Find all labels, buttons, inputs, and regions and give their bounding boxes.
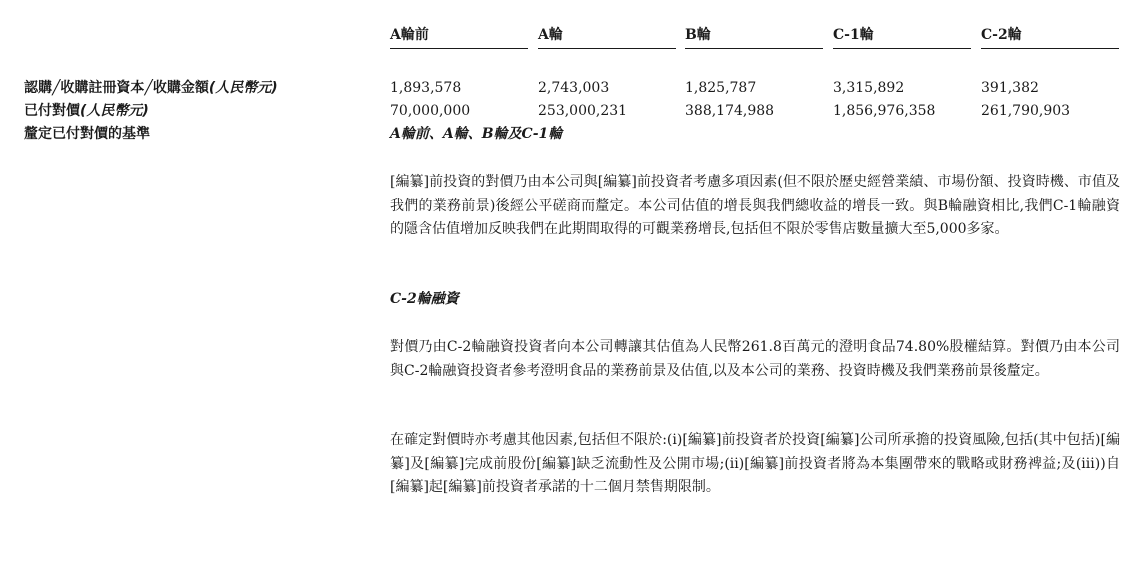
column-header-c1: C-1輪 — [833, 26, 971, 49]
row-label-text: 已付對價 — [24, 103, 80, 119]
basis-paragraph-2: 對價乃由C-2輪融資投資者向本公司轉讓其估值為人民幣261.8百萬元的澄明食品74.80%股權結算。對價乃由本公司與C-2輪融資投資者參考澄明食品的業務前景及估值,以及本公司的業務、投資時機及我們業務前景後釐定。 — [390, 339, 1120, 379]
column-header-a: A輪 — [538, 26, 676, 49]
row-label-text: 認購╱收購註冊資本╱收購金額 — [24, 80, 209, 96]
basis-paragraph-3: 在確定對價時亦考慮其他因素,包括但不限於:(i)[編纂]前投資者於投資[編纂]公司所承擔的投資風險,包括(其中包括)[編纂]及[編纂]完成前股份[編纂]缺乏流動性及公開市場;(ii)[編纂]前投資者將為本集團帶來的戰略或財務裨益;及(iii))自[編纂]起[編纂]前投資者承諾的十二個月禁售期限制。 — [390, 432, 1120, 495]
table-cell: 261,790,903 — [981, 103, 1071, 119]
basis-paragraph-1: [編纂]前投資的對價乃由本公司與[編纂]前投資者考慮多項因素(但不限於歷史經營業績、市場份額、投資時機、市值及我們的業務前景)後經公平磋商而釐定。本公司估值的增長與我們總收益的增長一致。與B輪融資相比,我們C-1輪融資的隱含估值增加反映我們在此期間取得的可觀業務增長,包括但不限於零售店數量擴大至5,000多家。 — [390, 174, 1120, 237]
row-label-subscription — [24, 79, 278, 97]
table-cell: 1,893,578 — [390, 80, 462, 96]
table-cell: 2,743,003 — [538, 80, 610, 96]
row-label-unit: (人民幣元) — [80, 103, 149, 119]
column-header-c2: C-2輪 — [981, 26, 1119, 49]
table-cell: 1,825,787 — [685, 80, 757, 96]
table-cell: 388,174,988 — [685, 103, 775, 119]
row-label-unit: (人民幣元) — [208, 80, 278, 96]
column-header-pre-a: A輪前 — [390, 26, 528, 49]
table-cell: 70,000,000 — [390, 103, 471, 119]
table-cell: 3,315,892 — [833, 80, 905, 96]
row-label-consideration — [24, 102, 149, 120]
table-cell: 1,856,976,358 — [833, 103, 936, 119]
row-label-basis: 釐定已付對價的基準 — [24, 126, 150, 142]
basis-subheading-c2: C-2輪融資 — [390, 291, 459, 307]
column-header-b: B輪 — [685, 26, 823, 49]
basis-subheading-pre-a-to-c1: A輪前、A輪、B輪及C-1輪 — [390, 126, 563, 142]
table-cell: 253,000,231 — [538, 103, 628, 119]
table-cell: 391,382 — [981, 80, 1039, 96]
